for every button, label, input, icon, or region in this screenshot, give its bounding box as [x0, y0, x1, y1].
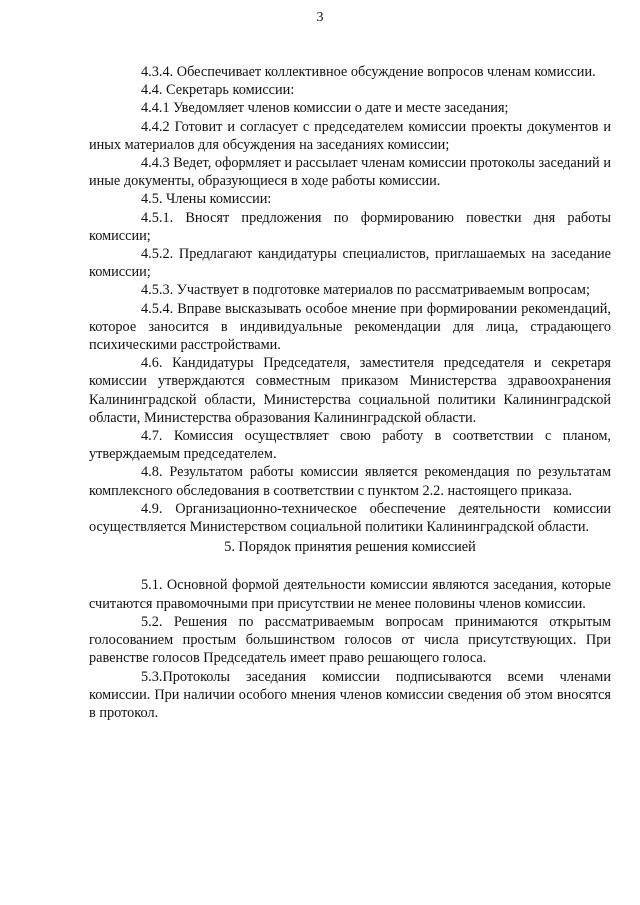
paragraph-5-3: 5.3.Протоколы заседания комиссии подписываются всеми членами комиссии. При наличии особого мнения членов комиссии сведения об этом вносятся в протокол. [89, 668, 611, 721]
section-heading: 5. Порядок принятия решения комиссией [224, 539, 476, 556]
page-number: 3 [316, 10, 324, 25]
paragraph-4-4-2: 4.4.2 Готовит и согласует с председателем комиссии проекты документов и иных материалов для обсуждения на заседаниях комиссии; [89, 118, 611, 153]
paragraph-4-5-1: 4.5.1. Вносят предложения по формированию повестки дня работы комиссии; [89, 209, 611, 244]
paragraph-4-3-4: 4.3.4. Обеспечивает коллективное обсуждение вопросов членам комиссии. [141, 64, 596, 80]
paragraph-5-2: 5.2. Решения по рассматриваемым вопросам принимаются открытым голосованием простым большинством голосов от числа присутствующих. При равенстве голосов Председатель имеет право решающего голоса. [89, 613, 611, 667]
paragraph-4-5-3: 4.5.3. Участвует в подготовке материалов по рассматриваемым вопросам; [141, 282, 590, 299]
paragraph-4-5: 4.5. Члены комиссии: [141, 191, 272, 208]
paragraph-4-4: 4.4. Секретарь комиссии: [141, 82, 295, 99]
paragraph-4-7: 4.7. Комиссия осуществляет свою работу в соответствии с планом, утверждаемым председателем. [89, 428, 611, 463]
paragraph-4-6: 4.6. Кандидатуры Председателя, заместителя председателя и секретаря комиссии утверждаются совместным приказом Министерства здравоохранения Калининградской области, Министерства социальной политики Калининградской области, Министерства образования Калининградской области. [89, 355, 611, 426]
document-body [89, 63, 611, 722]
paragraph-5-1: 5.1. Основной формой деятельности комиссии являются заседания, которые считаются правомочными при присутствии не менее половины членов комиссии. [89, 577, 611, 612]
paragraph-4-9: 4.9. Организационно-техническое обеспечение деятельности комиссии осуществляется Министерством социальной политики Калининградской области. [89, 500, 611, 536]
paragraph-4-4-3: 4.4.3 Ведет, оформляет и рассылает членам комиссии протоколы заседаний и иные документы, образующиеся в ходе работы комиссии. [89, 155, 611, 190]
paragraph-4-8: 4.8. Результатом работы комиссии является рекомендация по результатам комплексного обследования в соответствии с пунктом 2.2. настоящего приказа. [89, 464, 611, 499]
paragraph-4-5-4: 4.5.4. Вправе высказывать особое мнение при формировании рекомендаций, которое заносится в индивидуальные рекомендации для лица, страдающего психическими расстройствами. [89, 300, 611, 354]
paragraph-4-4-1: 4.4.1 Уведомляет членов комиссии о дате и месте заседания; [141, 100, 509, 117]
paragraph-4-5-2: 4.5.2. Предлагают кандидатуры специалистов, приглашаемых на заседание комиссии; [89, 246, 611, 281]
